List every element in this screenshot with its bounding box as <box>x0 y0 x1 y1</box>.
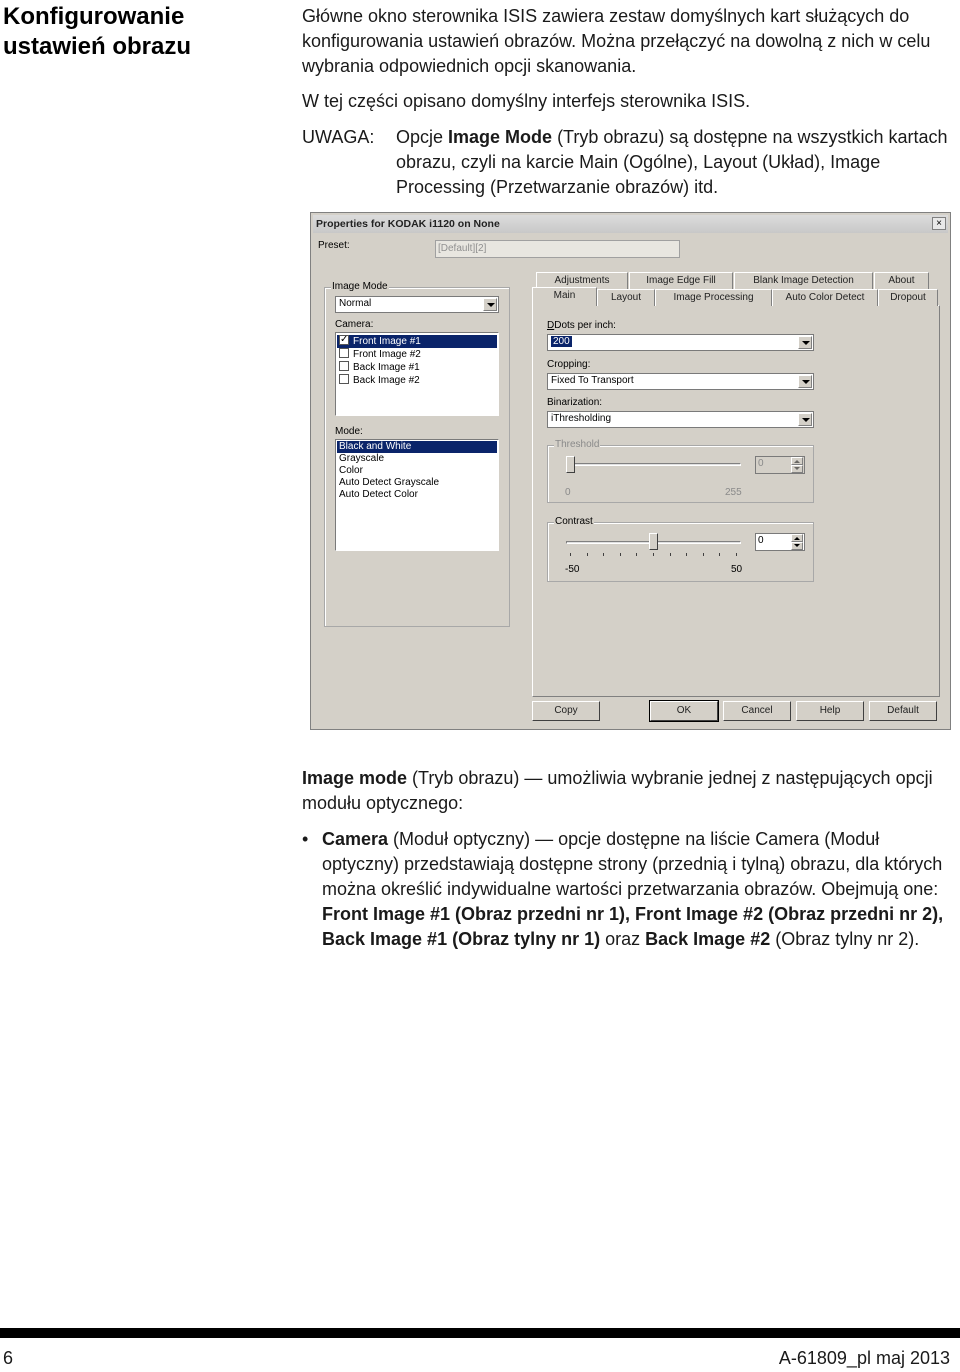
contrast-label: Contrast <box>555 516 593 527</box>
tab-about[interactable]: About <box>874 272 929 289</box>
mode-item[interactable]: Auto Detect Grayscale <box>339 477 440 488</box>
binarization-label: Binarization: <box>547 397 603 408</box>
slider-tick <box>736 553 737 556</box>
contrast-max-label: 50 <box>731 564 743 575</box>
bullet-text <box>322 827 958 952</box>
footer-rule <box>0 1328 960 1338</box>
mode-item[interactable]: Color <box>339 465 363 476</box>
slider-tick <box>719 553 720 556</box>
camera-item-label: Back Image #2 <box>353 375 420 386</box>
contrast-value: 0 <box>758 535 764 546</box>
intro-paragraph-2: W tej części opisano domyślny interfejs sterownika ISIS. <box>302 91 751 111</box>
threshold-slider[interactable] <box>566 456 575 473</box>
checkbox-icon[interactable] <box>339 348 349 358</box>
threshold-spinbox[interactable] <box>755 456 805 474</box>
checkbox-icon[interactable] <box>339 374 349 384</box>
slider-tick <box>703 553 704 556</box>
tab-image-edge-fill[interactable]: Image Edge Fill <box>629 272 733 289</box>
spin-up-icon[interactable] <box>791 457 803 465</box>
tab-main[interactable]: Main <box>532 287 597 306</box>
binarization-value: iThresholding <box>551 413 612 424</box>
camera-desc: (Moduł optyczny) — opcje dostępne na liście Camera (Moduł optyczny) przedstawiają dostępne strony (przednią i tylną) obrazu, dla których można określić indywidualne wartości przetwarzania obrazów. Obejmują one: <box>322 829 943 899</box>
ok-button[interactable]: OK <box>650 701 718 721</box>
camera-item-label: Front Image #2 <box>353 349 421 360</box>
note-text: Opcje <box>396 127 449 147</box>
slider-tick <box>587 553 588 556</box>
camera-item[interactable] <box>337 374 497 387</box>
image-mode-label: Image Mode <box>332 281 388 292</box>
slider-tick <box>686 553 687 556</box>
image-mode-select[interactable] <box>335 296 499 313</box>
tab-image-processing[interactable]: Image Processing <box>655 289 772 306</box>
camera-options: Front Image #1 (Obraz przedni nr 1), Front Image #2 (Obraz przedni nr 2), Back Image #1 (Obraz tylny nr 1) <box>322 904 944 949</box>
chevron-down-icon[interactable] <box>798 413 812 426</box>
camera-item-label: Front Image #1 <box>353 336 421 347</box>
tab-dropout[interactable]: Dropout <box>878 289 938 306</box>
threshold-value: 0 <box>758 458 764 469</box>
help-button[interactable]: Help <box>796 701 864 721</box>
dialog-title: Properties for KODAK i1120 on None <box>316 218 500 230</box>
note <box>302 125 958 200</box>
chevron-down-icon[interactable] <box>483 298 497 311</box>
slider-tick <box>653 553 654 556</box>
threshold-min-label: 0 <box>565 487 571 498</box>
slider-tick <box>670 553 671 556</box>
slider-tick <box>620 553 621 556</box>
threshold-group <box>547 445 814 503</box>
contrast-slider[interactable] <box>649 533 658 550</box>
spin-down-icon[interactable] <box>791 465 803 473</box>
camera-item[interactable] <box>337 361 497 374</box>
mode-item[interactable]: Auto Detect Color <box>339 489 418 500</box>
preset-field[interactable]: [Default][2] <box>435 240 680 258</box>
spin-down-icon[interactable] <box>791 542 803 550</box>
cropping-select[interactable] <box>547 373 814 390</box>
spin-up-icon[interactable] <box>791 534 803 542</box>
camera-item-label: Back Image #1 <box>353 362 420 373</box>
contrast-spinbox[interactable] <box>755 533 805 551</box>
camera-list[interactable] <box>335 332 499 416</box>
camera-option-last: Back Image #2 <box>645 929 771 949</box>
checkbox-icon[interactable] <box>339 361 349 371</box>
contrast-min-label: -50 <box>565 564 580 575</box>
tab-blank-image-detection[interactable]: Blank Image Detection <box>734 272 873 289</box>
slider-tick <box>570 553 571 556</box>
slider-tick <box>636 553 637 556</box>
dpi-label-text: Dots per inch: <box>554 320 616 331</box>
page-number: 6 <box>3 1348 14 1368</box>
camera-label: Camera: <box>335 319 374 330</box>
image-mode-value: Normal <box>339 298 372 309</box>
mode-item[interactable]: Black and White <box>337 441 497 453</box>
image-mode-desc: (Tryb obrazu) — umożliwia wybranie jednej z następujących opcji modułu optycznego: <box>302 768 933 813</box>
preset-label: Preset: <box>318 240 350 251</box>
chevron-down-icon[interactable] <box>798 375 812 388</box>
camera-item[interactable] <box>337 348 497 361</box>
camera-desc-2: oraz <box>600 929 646 949</box>
doc-id: A-61809_pl maj 2013 <box>778 1348 950 1368</box>
note-text-2: (Tryb obrazu) są dostępne na wszystkich kartach obrazu, czyli na karcie Main (Ogólne), Layout (Układ), Image Processing (Przetwarzanie obrazów) itd. <box>396 127 948 197</box>
default-button[interactable]: Default <box>869 701 937 721</box>
note-bold: Image Mode <box>448 127 553 147</box>
close-icon[interactable]: × <box>932 217 946 230</box>
image-mode-paragraph <box>302 766 958 816</box>
camera-item[interactable] <box>337 335 497 348</box>
threshold-label: Threshold <box>555 439 600 450</box>
dpi-value: 200 <box>553 336 570 347</box>
section-title: Konfigurowanie ustawień obrazu <box>3 3 192 60</box>
camera-term: Camera <box>322 829 389 849</box>
tab-auto-color-detect[interactable]: Auto Color Detect <box>772 289 878 306</box>
note-label: UWAGA: <box>302 127 375 147</box>
cancel-button[interactable]: Cancel <box>723 701 791 721</box>
slider-tick <box>603 553 604 556</box>
checkbox-icon[interactable] <box>339 335 349 345</box>
cropping-value: Fixed To Transport <box>551 375 634 386</box>
image-mode-term: Image mode <box>302 768 408 788</box>
tab-adjustments[interactable]: Adjustments <box>536 272 628 289</box>
copy-button[interactable]: Copy <box>532 701 600 721</box>
camera-desc-3: (Obraz tylny nr 2). <box>770 929 920 949</box>
dpi-label: DDots per inch: <box>547 320 616 331</box>
intro-paragraph: Główne okno sterownika ISIS zawiera zestaw domyślnych kart służących do konfigurowania ustawień obrazów. Można przełączyć na dowolną z nich w celu wybrania odpowiednich opcji skanowania. <box>302 6 931 76</box>
threshold-max-label: 255 <box>725 487 742 498</box>
chevron-down-icon[interactable] <box>798 336 812 349</box>
tab-layout[interactable]: Layout <box>597 289 655 306</box>
contrast-group <box>547 522 814 582</box>
mode-list[interactable] <box>335 439 499 551</box>
note-body <box>396 125 958 200</box>
mode-label: Mode: <box>335 426 363 437</box>
cropping-label: Cropping: <box>547 359 591 370</box>
properties-dialog <box>310 212 951 730</box>
camera-bullet <box>302 827 958 952</box>
bullet-dot: • <box>302 829 309 849</box>
mode-item[interactable]: Grayscale <box>339 453 385 464</box>
dpi-select[interactable] <box>547 334 814 351</box>
binarization-select[interactable] <box>547 411 814 428</box>
dialog-titlebar <box>313 215 948 233</box>
threshold-track <box>566 463 741 466</box>
